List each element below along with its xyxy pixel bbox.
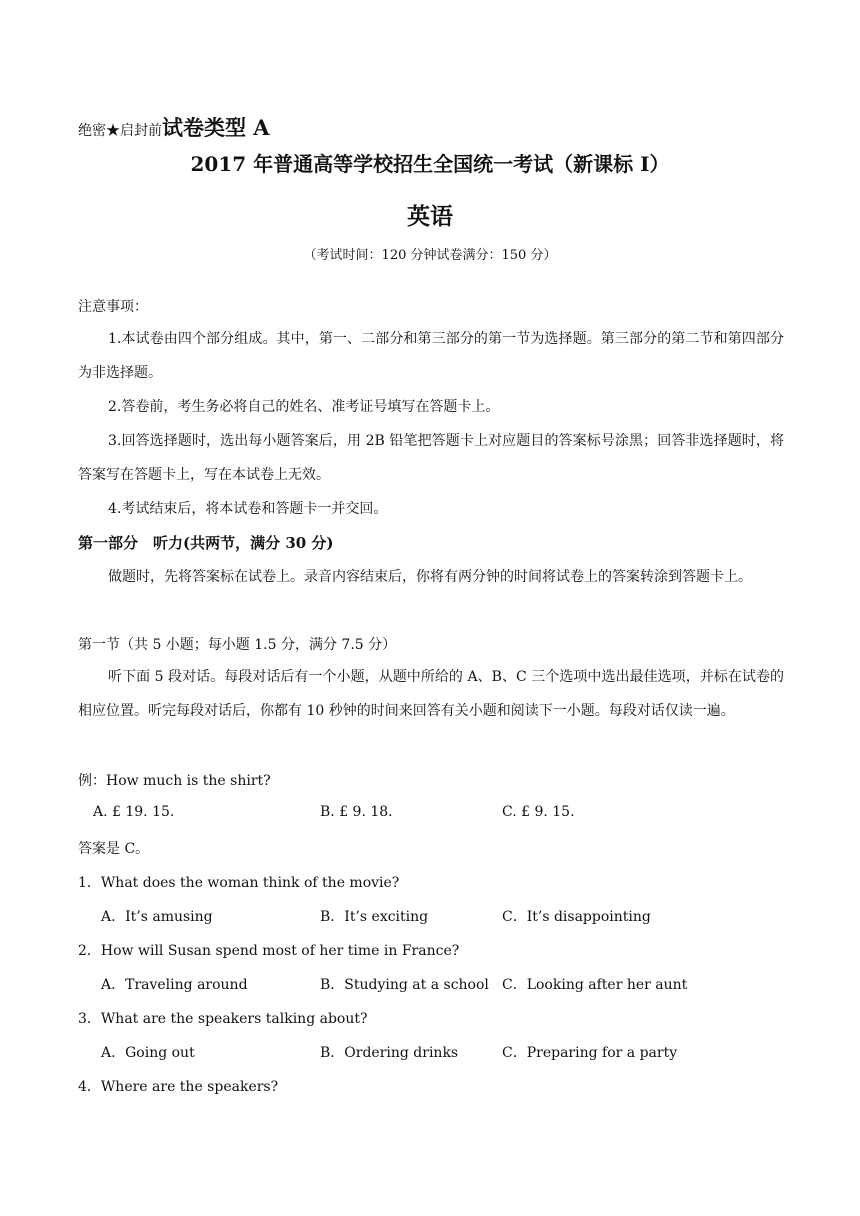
section1-intro: 听下面 5 段对话。每段对话后有一个小题，从题中所给的 A、B、C 三个选项中选出最佳选项，并标在试卷的相应位置。听完每段对话后，你都有 10 秒钟的时间来回答有关小题和阅读下一小题。每段对话仅读一遍。 [78,669,784,719]
question-3-option-a: A．Going out [101,1045,195,1061]
paper-type: 试卷类型 A [162,115,270,140]
question-3-option-b: B．Ordering drinks [320,1045,459,1061]
question-3-option-c: C．Preparing for a party [502,1045,678,1061]
part1-title: 第一部分 听力(共两节，满分 30 分) [78,534,334,552]
example-question: 例：How much is the shirt? [78,773,271,789]
secret-label: 绝密★启封前 [78,123,162,139]
subject-title: 英语 [407,203,453,230]
question-2-option-b: B．Studying at a school [320,977,489,993]
example-answer: 答案是 C。 [78,841,150,857]
notice-title: 注意事项： [78,299,148,315]
question-2-option-a: A．Traveling around [101,977,248,993]
example-option-b: B. £ 9. 18. [320,804,393,820]
question-1-option-b: B．It’s exciting [320,909,429,925]
question-2-option-c: C．Looking after her aunt [502,977,688,993]
notice-item-2: 2.答卷前，考生务必将自己的姓名、准考证号填写在答题卡上。 [108,399,500,415]
exam-info: （考试时间：120 分钟试卷满分：150 分） [303,248,557,263]
notice-item-3: 3.回答选择题时，选出每小题答案后，用 2B 铅笔把答题卡上对应题目的答案标号涂黑；回答非选择题时，将答案写在答题卡上，写在本试卷上无效。 [78,433,784,483]
part1-intro: 做题时，先将答案标在试卷上。录音内容结束后，你将有两分钟的时间将试卷上的答案转涂到答题卡上。 [108,569,752,585]
paper-header [78,112,270,142]
section1-title: 第一节（共 5 小题；每小题 1.5 分，满分 7.5 分） [78,637,397,653]
example-option-a: A. £ 19. 15. [93,804,175,820]
notice-item-4: 4.考试结束后，将本试卷和答题卡一并交回。 [108,501,388,517]
question-1-option-a: A．It’s amusing [101,909,213,925]
question-3-stem: 3．What are the speakers talking about? [78,1011,368,1027]
question-1-option-c: C．It’s disappointing [502,909,651,925]
question-1-stem: 1．What does the woman think of the movie? [78,875,400,891]
exam-title: 2017 年普通高等学校招生全国统一考试（新课标 I） [190,152,670,176]
notice-item-1: 1.本试卷由四个部分组成。其中，第一、二部分和第三部分的第一节为选择题。第三部分的第二节和第四部分为非选择题。 [78,331,784,381]
question-2-stem: 2．How will Susan spend most of her time in France? [78,943,460,959]
question-4-stem: 4．Where are the speakers? [78,1079,279,1095]
example-option-c: C. £ 9. 15. [502,804,575,820]
